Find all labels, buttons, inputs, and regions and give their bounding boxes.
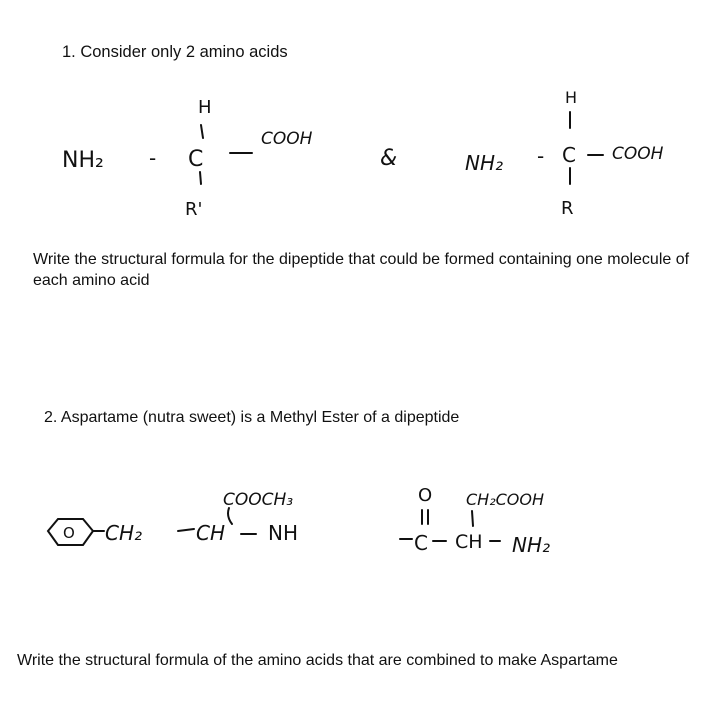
amino-acid-2-dash: - <box>537 144 545 168</box>
amino-acid-1-top-substituent: H <box>198 97 212 118</box>
phenylalanine-alpha-ch: CH <box>196 521 226 545</box>
and-connector: & <box>380 146 398 171</box>
side-chain-bond <box>472 511 473 526</box>
terminal-amine: NH₂ <box>512 533 551 557</box>
amino-acid-1-dash: - <box>149 146 157 170</box>
methyl-ester-group: COOCH₃ <box>223 490 294 510</box>
amino-acid-1-alpha-carbon: C <box>188 147 204 172</box>
question-2-instructions: Write the structural formula of the amino acids that are combined to make Aspartame <box>17 652 618 669</box>
amino-acid-2-amine: NH₂ <box>465 151 504 175</box>
amide-nh: NH <box>268 521 298 545</box>
question-2-title: 2. Aspartame (nutra sweet) is a Methyl Ester of a dipeptide <box>44 409 460 426</box>
amino-acid-1-side-chain: R' <box>185 199 203 220</box>
ch2-ch-bond <box>178 529 194 531</box>
aspartate-alpha-ch: CH <box>455 531 483 553</box>
amino-acid-2-top-substituent: H <box>565 88 578 107</box>
carbonyl-carbon: C <box>414 531 428 555</box>
amino-acid-2-carboxyl: COOH <box>612 144 664 164</box>
amino-acid-2-side-chain: R <box>561 198 574 219</box>
benzene-ring-label: O <box>63 524 75 542</box>
aspartate-side-chain: CH₂COOH <box>466 490 545 509</box>
ester-bond <box>228 508 232 524</box>
amino-acid-2-alpha-carbon: C <box>562 143 576 167</box>
question-1-instructions: Write the structural formula for the dipeptide that could be formed containing one molecule of each amino acid <box>33 251 690 289</box>
question-1-title: 1. Consider only 2 amino acids <box>62 43 288 61</box>
benzyl-ch2: CH₂ <box>105 521 143 545</box>
carbonyl-oxygen: O <box>418 485 433 506</box>
amino-acid-1-carboxyl: COOH <box>261 129 313 149</box>
amino-acid-1-amine: NH₂ <box>62 148 104 173</box>
